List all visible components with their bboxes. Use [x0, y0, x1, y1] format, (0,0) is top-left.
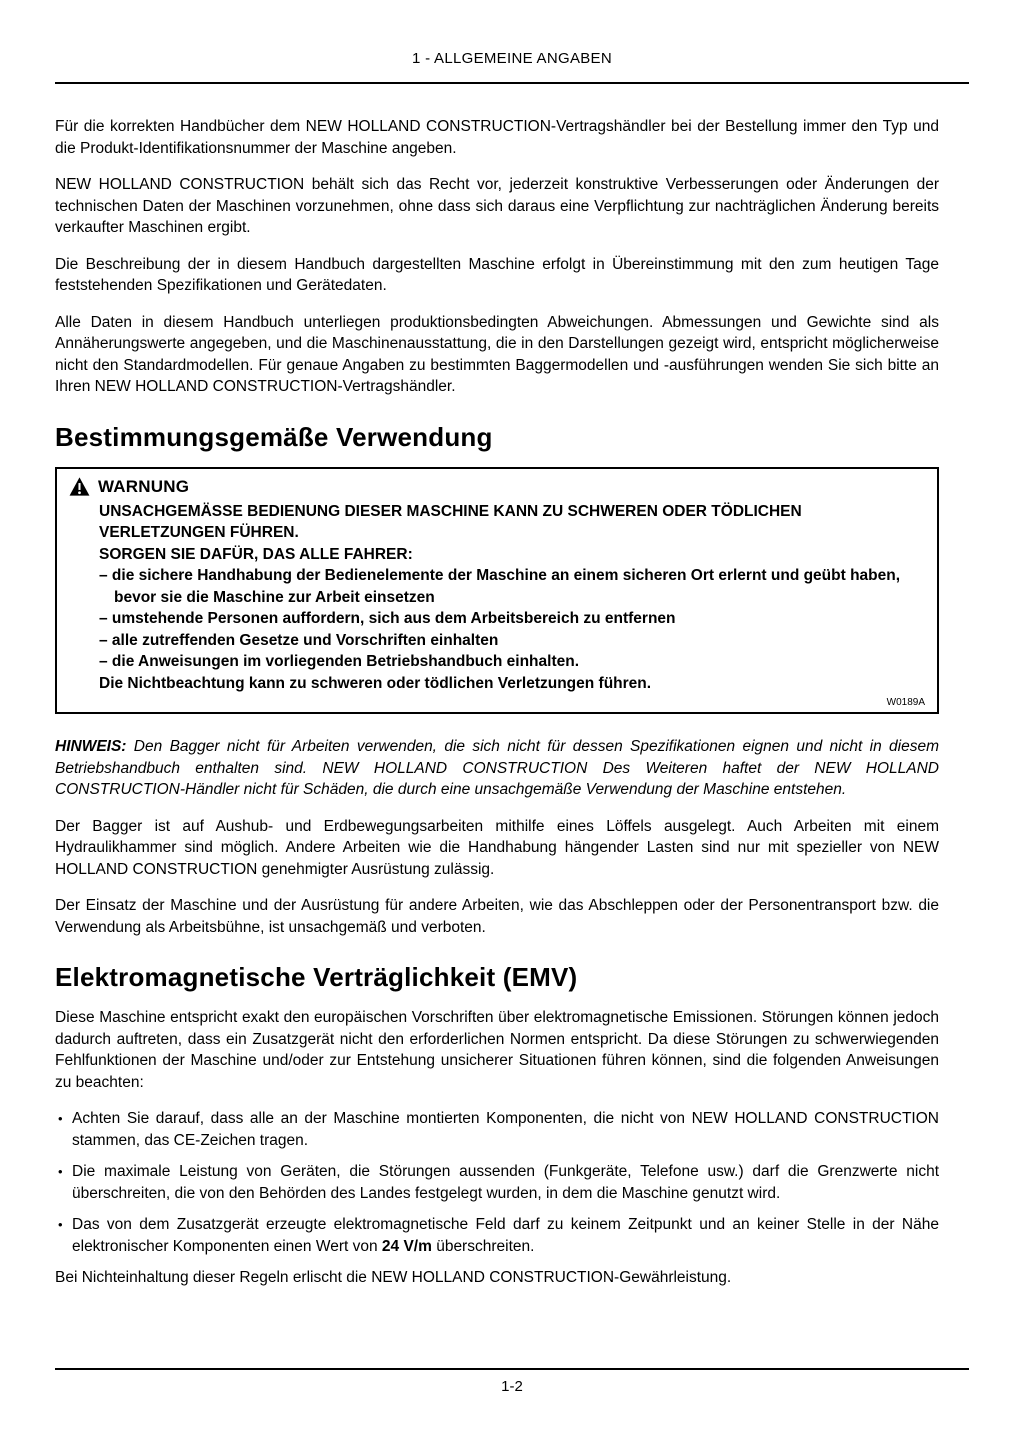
warning-line-1: UNSACHGEMÄSSE BEDIENUNG DIESER MASCHINE KANN ZU SCHWEREN ODER TÖDLICHEN VERLETZUNGEN FÜHREN. [99, 502, 802, 541]
intro-paragraph-1: Für die korrekten Handbücher dem NEW HOLLAND CONSTRUCTION-Vertragshändler bei der Bestellung immer den Typ und die Produkt-Identifikationsnummer der Maschine angeben. [55, 118, 939, 157]
note-text: Den Bagger nicht für Arbeiten verwenden, die sich nicht für dessen Spezifikationen eignen und nicht in diesem Betriebshandbuch enthalten sind. NEW HOLLAND CONSTRUCTION Des Weiteren haftet der NEW HOLLAND CONSTRUCTION-Händler nicht für Schäden, die durch eine unsachgemäße Verwendung der Maschine entstehen. [55, 738, 939, 798]
page-header-title: 1 - ALLGEMEINE ANGABEN [411, 50, 612, 67]
note-label: HINWEIS: [55, 738, 127, 755]
list-item [55, 1161, 939, 1204]
bullet-text [72, 1214, 939, 1257]
list-item [55, 1214, 939, 1257]
emv-closing-paragraph: Bei Nichteinhaltung dieser Regeln erlischt die NEW HOLLAND CONSTRUCTION-Gewährleistung. [55, 1269, 732, 1286]
intro-paragraph-3: Die Beschreibung der in diesem Handbuch dargestellten Maschine erfolgt in Übereinstimmung mit den zum heutigen Tage feststehenden Spezifikationen und Gerätedaten. [55, 255, 939, 294]
warning-item: – alle zutreffenden Gesetze und Vorschriften einhalten [99, 631, 499, 649]
bullet-text-suffix: überschreiten. [431, 1237, 535, 1255]
page-footer [55, 1368, 969, 1395]
bullet-text-prefix: Das von dem Zusatzgerät erzeugte elektromagnetische Feld darf zu keinem Zeitpunkt und an keiner Stelle in der Nähe elektronischer Komponenten einen Wert von [72, 1216, 939, 1255]
warning-header [69, 477, 925, 497]
page-content [55, 84, 939, 1289]
warning-item: – die sichere Handhabung der Bedienelemente der Maschine an einem sicheren Ort erlernt und geübt haben, bevor sie die Maschine zur Arbeit einsetzen [99, 567, 901, 606]
warning-box [55, 467, 939, 715]
emv-intro-paragraph: Diese Maschine entspricht exakt den europäischen Vorschriften über elektromagnetische Emissionen. Störungen können jedoch dadurch auftreten, dass ein Zusatzgerät nicht den erforderlichen Normen entspricht. Da diese Störungen zu schwerwiegenden Fehlfunktionen der Maschine und/oder zur Entstehung unsicherer Situationen führen können, sind die folgenden Anweisungen zu beachten: [55, 1009, 939, 1091]
bullet-text: Die maximale Leistung von Geräten, die Störungen aussenden (Funkgeräte, Telefone usw.) darf die Grenzwerte nicht überschreiten, die von den Behörden des Landes festgelegt wurden, in dem die Maschine genutzt wird. [72, 1163, 939, 1202]
note-paragraph [55, 736, 939, 801]
bullet-marker [55, 1214, 72, 1257]
bullet-marker [55, 1161, 72, 1204]
bullet-marker [55, 1108, 72, 1151]
emv-bullet-list [55, 1108, 939, 1257]
bullet-text: Achten Sie darauf, dass alle an der Maschine montierten Komponenten, die nicht von NEW HOLLAND CONSTRUCTION stammen, das CE-Zeichen tragen. [72, 1110, 939, 1149]
warning-body [99, 501, 925, 695]
warning-item: – umstehende Personen auffordern, sich aus dem Arbeitsbereich zu entfernen [99, 610, 676, 627]
emv-limit-value: 24 V/m [381, 1237, 432, 1255]
warning-triangle-icon [69, 477, 90, 496]
warning-closing-line: Die Nichtbeachtung kann zu schweren oder tödlichen Verletzungen führen. [99, 674, 652, 692]
intro-paragraph-2: NEW HOLLAND CONSTRUCTION behält sich das Recht vor, jederzeit konstruktive Verbesserungen oder Änderungen der technischen Daten der Maschinen vorzunehmen, ohne dass sich daraus eine Verpflichtung zur nachträglichen Änderung bereits verkaufter Maschinen ergibt. [55, 176, 939, 236]
warning-line-2: SORGEN SIE DAFÜR, DAS ALLE FAHRER: [99, 545, 413, 563]
warning-item: – die Anweisungen im vorliegenden Betriebshandbuch einhalten. [99, 653, 580, 670]
section-title-emv: Elektromagnetische Verträglichkeit (EMV) [55, 962, 578, 992]
warning-reference-code: W0189A [886, 697, 925, 708]
list-item [55, 1108, 939, 1151]
intro-paragraph-4: Alle Daten in diesem Handbuch unterliegen produktionsbedingten Abweichungen. Abmessungen und Gewichte sind als Annäherungswerte angegeben, und die Maschinenausstattung, die in den Darstellungen gezeigt wird, entspricht möglicherweise nicht den Standardmodellen. Für genaue Angaben zu bestimmten Baggermodellen und -ausführungen wenden Sie sich bitte an Ihren NEW HOLLAND CONSTRUCTION-Vertragshändler. [55, 313, 939, 395]
warning-label: WARNUNG [98, 476, 190, 496]
intended-use-paragraph-2: Der Einsatz der Maschine und der Ausrüstung für andere Arbeiten, wie das Abschleppen oder der Personentransport bzw. die Verwendung als Arbeitsbühne, ist unsachgemäß und verboten. [55, 897, 939, 936]
page-number: 1-2 [501, 1378, 523, 1395]
section-title-intended-use: Bestimmungsgemäße Verwendung [55, 421, 493, 452]
intended-use-paragraph-1: Der Bagger ist auf Aushub- und Erdbewegungsarbeiten mithilfe eines Löffels ausgelegt. Auch Arbeiten mit einem Hydraulikhammer sind möglich. Andere Arbeiten wie die Handhabung hängender Lasten sind nur mit spezieller von NEW HOLLAND CONSTRUCTION genehmigter Ausrüstung zulässig. [55, 817, 939, 878]
